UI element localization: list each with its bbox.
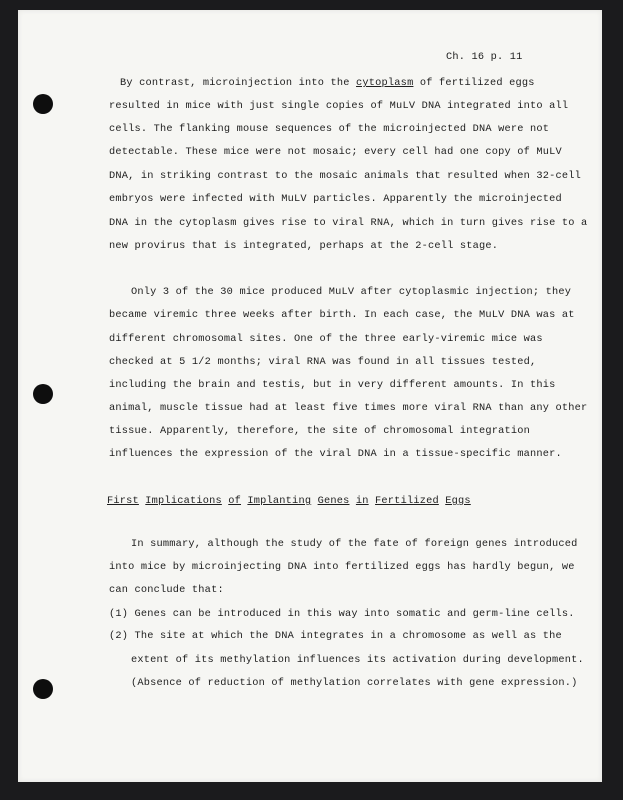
p2-line-1: Only 3 of the 30 mice produced MuLV after cytoplasmic injection; they (131, 286, 572, 298)
p1-line-5: DNA, in striking contrast to the mosaic animals that resulted when 32-cell (109, 170, 582, 182)
p1-line-3: cells. The flanking mouse sequences of the microinjected DNA were not (109, 123, 550, 135)
p2-line-7: tissue. Apparently, therefore, the site of chromosomal integration (109, 425, 531, 437)
section-heading (107, 495, 471, 507)
p1-line-8: new provirus that is integrated, perhaps at the 2-cell stage. (109, 240, 499, 252)
p2-line-3: different chromosomal sites. One of the three early-viremic mice was (109, 333, 543, 345)
heading-word: Implications (145, 495, 222, 507)
heading-word: Fertilized (375, 495, 439, 507)
p3-line-2: into mice by microinjecting DNA into fertilized eggs has hardly begun, we (109, 561, 575, 573)
list-item-2: (2) The site at which the DNA integrates in a chromosome as well as the (109, 630, 562, 642)
emphasized-word: cytoplasm (356, 77, 414, 89)
p1-line-7: DNA in the cytoplasm gives rise to viral RNA, which in turn gives rise to a (109, 217, 588, 229)
p2-line-6: animal, muscle tissue had at least five times more viral RNA than any other (109, 402, 588, 414)
heading-word: of (228, 495, 242, 507)
p2-line-4: checked at 5 1/2 months; viral RNA was found in all tissues tested, (109, 356, 537, 368)
p1-line-4: detectable. These mice were not mosaic; every cell had one copy of MuLV (109, 146, 562, 158)
p2-line-2: became viremic three weeks after birth. In each case, the MuLV DNA was at (109, 309, 575, 321)
list-item-2-note: (Absence of reduction of methylation correlates with gene expression.) (131, 677, 578, 689)
p2-line-8: influences the expression of the viral DNA in a tissue-specific manner. (109, 448, 562, 460)
p1-line-1 (120, 77, 535, 89)
page-header: Ch. 16 p. 11 (446, 51, 523, 63)
heading-word: in (355, 495, 369, 507)
heading-word: Genes (317, 495, 350, 507)
list-item-1: (1) Genes can be introduced in this way into somatic and germ-line cells. (109, 608, 575, 620)
heading-word: Eggs (445, 495, 471, 507)
p3-line-3: can conclude that: (109, 584, 224, 596)
heading-word: Implanting (247, 495, 312, 507)
document-page (18, 10, 602, 782)
p1-line-6: embryos were infected with MuLV particles. Apparently the microinjected (109, 193, 562, 205)
punch-hole-top (33, 94, 53, 114)
list-item-2-cont: extent of its methylation influences its activation during development. (131, 654, 584, 666)
punch-hole-middle (33, 384, 53, 404)
punch-hole-bottom (33, 679, 53, 699)
p1-line-1-before: By contrast, microinjection into the (120, 77, 357, 89)
p1-line-1-after: of fertilized eggs (413, 77, 535, 89)
p2-line-5: including the brain and testis, but in very different amounts. In this (109, 379, 556, 391)
p3-line-1: In summary, although the study of the fate of foreign genes introduced (131, 538, 578, 550)
heading-word: First (107, 495, 139, 507)
p1-line-2: resulted in mice with just single copies of MuLV DNA integrated into all (109, 100, 569, 112)
